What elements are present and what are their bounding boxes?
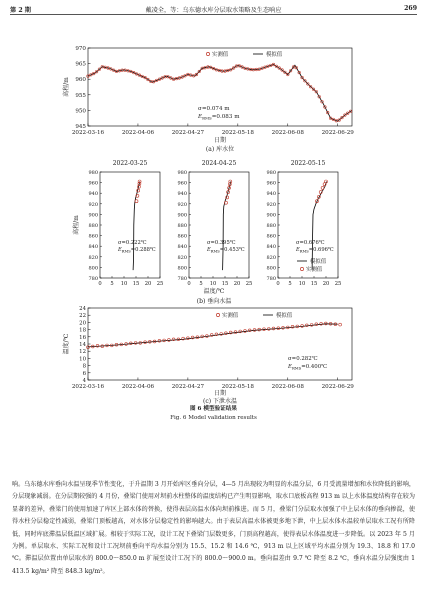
plot-c-ytick-label: 16 <box>79 334 86 341</box>
plot-b-panel-title: 2022-03-25 <box>112 160 148 167</box>
plot-b-ytick-label: 900 <box>88 212 98 219</box>
plot-b-ytick-label: 960 <box>177 180 187 187</box>
plot-b-ytick-label: 820 <box>88 254 98 261</box>
plot-b-xtick-label: 20 <box>322 281 330 287</box>
plot-c-ytick-label: 14 <box>79 342 86 348</box>
plot-b-ytick-label: 820 <box>177 254 187 261</box>
plot-b-ytick-label: 780 <box>88 276 98 282</box>
plot-b-ytick-label: 860 <box>177 233 187 240</box>
plot-a-sigma: σ=0.074 m <box>198 106 230 112</box>
plot-b-xtick-label: 0 <box>98 281 102 287</box>
plot-b-sigma: σ=0.676℃ <box>296 240 325 246</box>
plot-b-ytick-label: 840 <box>177 244 187 251</box>
plot-b-caption: (b) 垂向水温 <box>196 298 232 305</box>
plot-c-xtick-label: 2022-04-06 <box>121 384 155 390</box>
plot-c-ytick-label: 6 <box>82 370 86 377</box>
plot-a-ytick-label: 950 <box>75 108 86 115</box>
plot-c-ytick-label: 20 <box>79 320 86 327</box>
plot-b-xtick-label: 0 <box>187 281 191 287</box>
plot-c-ylabel: 温度/℃ <box>63 333 70 355</box>
plot-c-ytick-label: 18 <box>79 327 86 334</box>
plot-b-ytick-label: 940 <box>88 191 98 198</box>
plot-b-xtick-label: 15 <box>132 281 140 287</box>
plot-b-ytick-label: 900 <box>177 212 187 219</box>
plot-b-frame <box>100 172 160 278</box>
legend-simulated-label: 模拟值 <box>266 52 283 58</box>
running-title: 戴凌全，等：乌东德水库分层取水策略及生态响应 <box>145 7 282 14</box>
plot-b-xlabel: 温度/℃ <box>203 288 225 295</box>
plot-c-sigma: σ=0.282℃ <box>288 356 318 362</box>
plot-a-ytick-label: 955 <box>75 92 86 99</box>
plot-b-ytick-label: 880 <box>177 223 187 229</box>
plot-b-xtick-label: 15 <box>221 281 229 287</box>
plot-b-panel-title: 2022-05-15 <box>290 160 326 167</box>
plot-b-xtick-label: 5 <box>288 281 292 287</box>
plot-b-ylabel: 高程/m <box>73 215 80 235</box>
plot-b-ytick-label: 800 <box>266 265 276 272</box>
plot-b-ytick-label: 860 <box>88 233 98 240</box>
plot-b-ytick-label: 980 <box>266 170 276 176</box>
plot-b-xtick-label: 25 <box>334 281 342 287</box>
plot-b-ytick-label: 980 <box>177 170 187 176</box>
legend-measured-label: 实测值 <box>306 267 323 273</box>
plot-b-ytick-label: 920 <box>266 201 276 208</box>
plot-a-ytick-label: 970 <box>75 46 86 52</box>
plot-c-xtick-label: 2022-03-16 <box>71 384 105 390</box>
plot-b-ytick-label: 800 <box>88 265 98 272</box>
plot-a-xtick-label: 2022-04-27 <box>171 130 205 136</box>
plot-a-ylabel: 高程/m <box>63 77 70 97</box>
plot-b-xtick-label: 10 <box>209 281 217 287</box>
plot-b-ytick-label: 960 <box>88 180 98 187</box>
legend-measured-label: 实测值 <box>222 313 239 319</box>
plot-c-ytick-label: 12 <box>79 349 86 356</box>
plot-b-ytick-label: 840 <box>266 244 276 251</box>
plot-b-ytick-label: 820 <box>266 254 276 261</box>
plot-a-simulated-line <box>88 65 352 122</box>
plot-b-ytick-label: 880 <box>88 223 98 229</box>
plot-c-ytick-label: 10 <box>79 356 86 363</box>
plot-b-erms: $E_{RMS}=0.288℃$ <box>118 247 156 254</box>
legend-simulated-label: 模拟值 <box>310 259 327 265</box>
plot-b-ytick-label: 920 <box>88 201 98 208</box>
plot-b-ytick-label: 900 <box>266 212 276 219</box>
plot-a-xtick-label: 2022-05-18 <box>221 130 254 136</box>
plot-a-erms: $E_{RMS}=0.083$ m <box>198 114 240 121</box>
plot-b-xtick-label: 10 <box>120 281 128 287</box>
plot-a-caption: (a) 库水位 <box>205 146 235 153</box>
plot-b-xtick-label: 20 <box>233 281 241 287</box>
plot-b-xtick-label: 10 <box>298 281 306 287</box>
figure-caption-cn: 图 6 模型验证结果 <box>190 406 237 412</box>
plot-a-ytick-label: 965 <box>75 61 86 68</box>
plot-b-xtick-label: 0 <box>276 281 280 287</box>
body-text <box>12 479 415 578</box>
plot-b-xtick-label: 25 <box>245 281 253 287</box>
plot-b-xtick-label: 5 <box>110 281 114 287</box>
plot-c-measured-point <box>339 323 342 326</box>
body-paragraph: 响。乌东德水库垂向水温呈现季节性变化，于升温期 3 月开始库区垂向分层，4—5 月出现较为明显的水温分层，6 月受流量增加和水位降低的影响，分层现象减弱。在分层期较强的 4 月份，叠梁门使用对坝前水柱整体的温度结构已产生明显影响，取水口底板高程 913 m 以上水体温度结构存在较为显著的差异，叠梁门的使用加速了库区上部水体的替换，使得表层高温水体向坝前推进。而 5 月，叠梁门分层取水加强了中上层水体的垂向掺混，使得水柱分层稳定性减弱，叠梁门顶板越高，对水体分层稳定性的影响越大。由于表层高温水体被更多地下泄，中上层水体水温较单层取水工况有所降低，同时库底滞温层低温区域扩展。相较于实际工况，设计工况下叠梁门层数更多，门顶高程越高，使得表层水体温度进一步降低。以 2023 年 5 月为例。单层取水、实际工况和设计工况坝前垂向平均水温分别为 15.5、15.2 和 14.6 ℃，913 m 以上区域平均水温分别为 19.3、18.8 和 17.0 ℃。滞温层位置由单层取水的 800.0～850.0 m 扩展至设计工况下的 800.0～900.0 m。垂向温差由 9.7 ℃ 降至 8.2 ℃，垂向水温分层强度由 1 413.5 kg/m² 降至 848.3 kg/m²。 <box>12 481 415 575</box>
plot-b-measured-point <box>321 186 324 189</box>
plot-c-erms: $E_{RMS}=0.400℃$ <box>288 364 328 371</box>
legend-measured-marker <box>300 267 303 270</box>
plot-b-erms: $E_{RMS}=0.696℃$ <box>296 247 334 254</box>
plot-b-ytick-label: 980 <box>88 170 98 176</box>
plot-b-ytick-label: 780 <box>266 276 276 282</box>
page-number: 269 <box>404 5 417 12</box>
plot-c-ytick-label: 4 <box>82 378 86 384</box>
legend-measured-marker <box>206 52 209 55</box>
plot-b-erms: $E_{RMS}=0.453℃$ <box>207 247 245 254</box>
plot-b-ytick-label: 880 <box>266 223 276 229</box>
plot-b-frame <box>189 172 249 278</box>
plot-c-xtick-label: 2022-06-29 <box>321 384 354 390</box>
plot-c-measured-point <box>96 344 99 347</box>
plot-c-xtick-label: 2022-06-08 <box>271 384 304 390</box>
plot-c-measured-point <box>320 322 323 325</box>
plot-b-simulated-line <box>312 182 326 271</box>
plot-b-ytick-label: 940 <box>266 191 276 198</box>
plot-b-ytick-label: 840 <box>88 244 98 251</box>
plot-b-ytick-label: 960 <box>266 180 276 187</box>
plot-b-ytick-label: 800 <box>177 265 187 272</box>
plot-c-xtick-label: 2022-05-18 <box>221 384 254 390</box>
plot-b-sigma: σ=0.222℃ <box>118 240 147 246</box>
plot-c-xtick-label: 2022-04-27 <box>171 384 205 390</box>
plot-c-ytick-label: 24 <box>79 306 86 312</box>
plot-b-panel-title: 2024-04-25 <box>201 160 237 167</box>
plot-a-xtick-label: 2022-06-29 <box>321 130 354 136</box>
plot-c-measured-point <box>291 325 294 328</box>
figure-caption-en: Fig. 6 Model validation results <box>170 415 257 421</box>
legend-measured-marker <box>216 313 219 316</box>
plot-b-ytick-label: 920 <box>177 201 187 208</box>
plot-b-ytick-label: 780 <box>177 276 187 282</box>
plot-b-simulated-line <box>223 182 231 271</box>
plot-c-ytick-label: 8 <box>82 363 86 370</box>
plot-b-frame <box>278 172 338 278</box>
plot-c-measured-point <box>201 335 204 338</box>
plot-a-xtick-label: 2022-06-08 <box>271 130 304 136</box>
plot-c-xlabel: 日期 <box>213 390 227 397</box>
plot-a-ytick-label: 945 <box>75 124 86 130</box>
plot-b-xtick-label: 20 <box>144 281 152 287</box>
plot-b-sigma: σ=0.395℃ <box>207 240 236 246</box>
legend-measured-label: 实测值 <box>212 52 229 58</box>
issue-number: 第 2 期 <box>10 7 31 14</box>
plot-a-xlabel: 日期 <box>213 137 227 144</box>
plot-b-ytick-label: 860 <box>266 233 276 240</box>
plot-b-xtick-label: 15 <box>310 281 318 287</box>
legend-simulated-label: 模拟值 <box>276 313 293 319</box>
plot-b-ytick-label: 940 <box>177 191 187 198</box>
plot-a-ytick-label: 960 <box>75 77 86 84</box>
plot-c-caption: (c) 下泄水温 <box>203 398 237 405</box>
plot-b-xtick-label: 5 <box>199 281 203 287</box>
plot-b-xtick-label: 25 <box>156 281 164 287</box>
plot-c-ytick-label: 22 <box>79 313 86 320</box>
plot-a-xtick-label: 2022-04-06 <box>121 130 155 136</box>
plot-a-xtick-label: 2022-03-16 <box>71 130 105 136</box>
